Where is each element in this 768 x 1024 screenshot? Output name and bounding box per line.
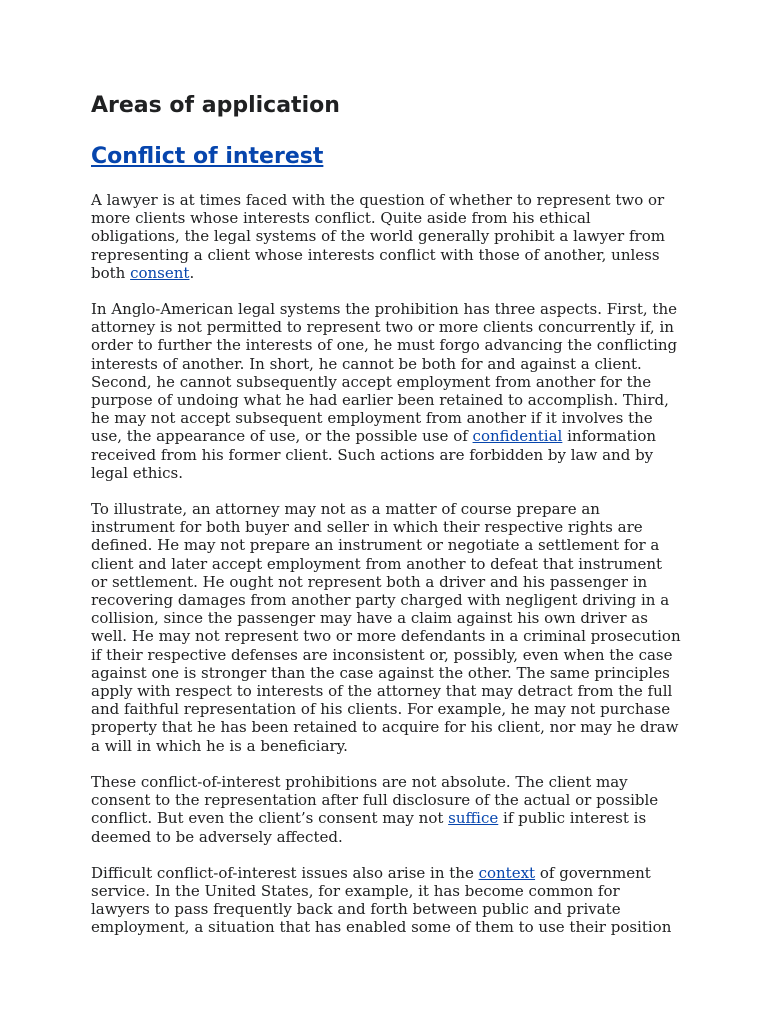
subsection-heading	[91, 142, 768, 172]
paragraph-3: To illustrate, an attorney may not as a matter of course prepare an instrument for both buyer and seller in which their respective rights are defined. He may not prepare an instrument or negotiate a settlement for a client and later accept employment from another to defeat that instrument or settlement. He ought not represent both a driver and his passenger in recovering damages from another party charged with negligent driving in a collision, since the passenger may have a claim against his own driver as well. He may not represent two or more defendants in a criminal prosecution if their respective defenses are inconsistent or, possibly, even when the case against one is stronger than the case against the other. The same principles apply with respect to interests of the attorney that may detract from the full and faithful representation of his clients. For example, he may not purchase property that he has been retained to acquire for his client, nor may he draw a will in which he is a beneficiary.	[91, 500, 681, 755]
paragraph-2-tail: information received from his former client. Such actions are forbidden by law and by legal ethics.	[91, 427, 657, 482]
consent-link[interactable]: consent	[130, 263, 190, 282]
paragraph-4-tail: if public interest is deemed to be adversely affected.	[91, 809, 647, 846]
paragraph-5	[91, 864, 681, 937]
paragraph-1-text: A lawyer is at times faced with the question of whether to represent two or more clients whose interests conflict. Quite aside from his ethical obligations, the legal systems of the world generally prohibit a lawyer from representing a client whose interests conflict with those of another, unless both	[91, 191, 665, 282]
paragraph-2	[91, 300, 681, 482]
article-body	[91, 191, 681, 937]
suffice-link[interactable]: suffice	[448, 809, 499, 828]
paragraph-4-text: These conflict-of-interest prohibitions are not absolute. The client may consent to the representation after full disclosure of the actual or possible conflict. But even the client’s consent may not	[91, 772, 659, 828]
paragraph-4	[91, 773, 681, 846]
paragraph-5-text: Difficult conflict-of-interest issues also arise in the	[91, 863, 479, 882]
paragraph-1-tail: .	[189, 263, 195, 282]
conflict-of-interest-link[interactable]: Conflict of interest	[91, 144, 324, 169]
section-heading: Areas of application	[91, 93, 340, 118]
paragraph-5-tail: of government service. In the United States, for example, it has become common for lawyers to pass frequently back and forth between public and private employment, a situation that has enabled some of them to use their position	[91, 863, 672, 937]
paragraph-1	[91, 191, 681, 282]
context-link[interactable]: context	[478, 863, 536, 882]
paragraph-2-text: In Anglo-American legal systems the prohibition has three aspects. First, the attorney is not permitted to represent two or more clients concurrently if, in order to further the interests of one, he must forgo advancing the conflicting interests of another. In short, he cannot be both for and against a client. Second, he cannot subsequently accept employment from another for the purpose of undoing what he had earlier been retained to accomplish. Third, he may not accept subsequent employment from another if it involves the use, the appearance of use, or the possible use of	[91, 300, 678, 446]
confidential-link[interactable]: confidential	[472, 427, 563, 446]
